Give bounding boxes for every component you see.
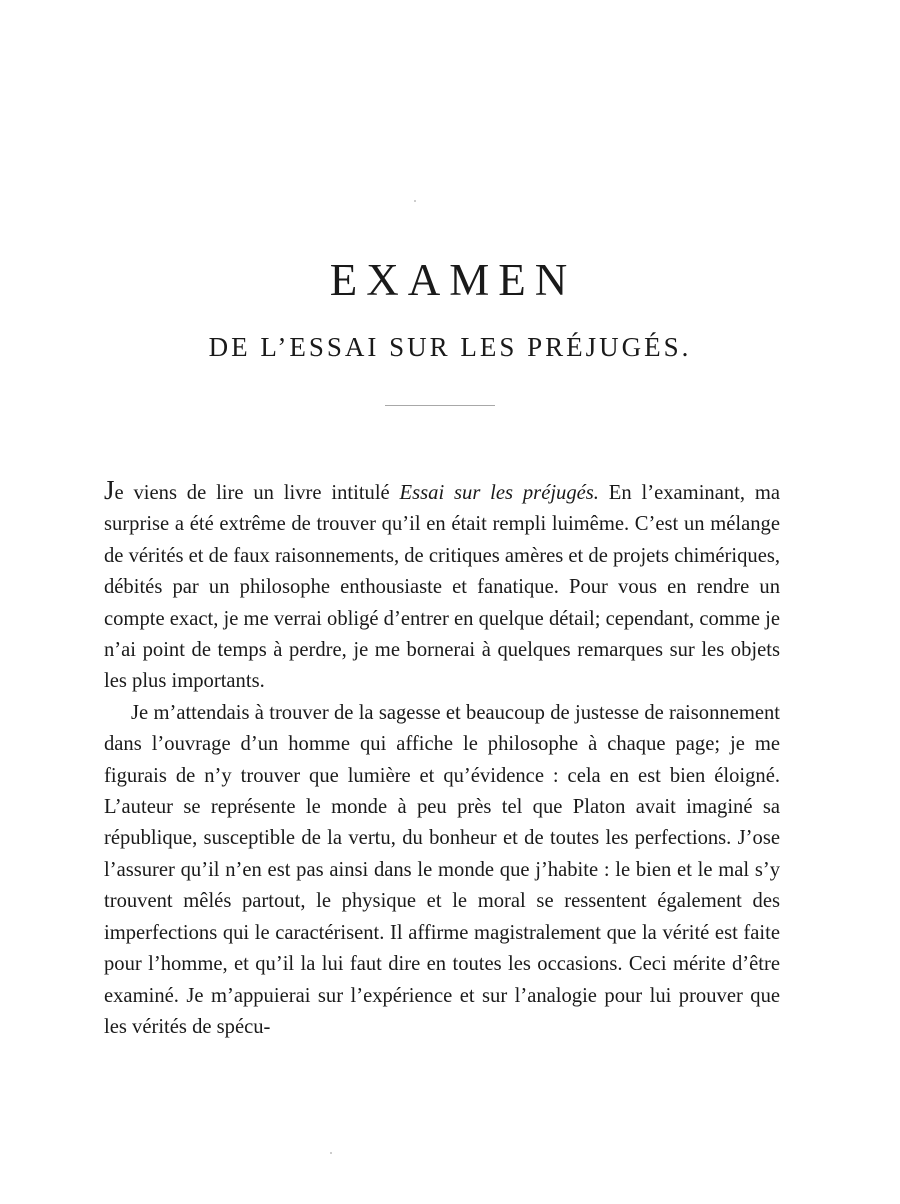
body-text [104, 475, 781, 1043]
section-divider [385, 405, 495, 406]
paragraph-1-intro: e viens de lire un livre intitulé [114, 482, 400, 504]
paper-speck [414, 200, 416, 202]
paragraph-1 [104, 475, 781, 698]
paper-speck [330, 1152, 332, 1154]
paragraph-2: Je m’attendais à trouver de la sagesse et beaucoup de justesse de raisonnement dans l’ouvrage d’un homme qui affiche le philosophe à chaque page; je me figurais de n’y trouver que lumière et qu’évidence : cela en est bien éloigné. L’auteur se représente le monde à peu près tel que Platon avait imaginé sa république, susceptible de la vertu, du bonheur et de toutes les perfections. J’ose l’assurer qu’il n’en est pas ainsi dans le monde que j’habite : le bien et le mal s’y trouvent mêlés partout, le physique et le moral se ressentent également des imperfections qui le caractérisent. Il affirme magistralement que la vérité est faite pour l’homme, et qu’il la lui faut dire en toutes les occasions. Ceci mérite d’être examiné. Je m’appuierai sur l’expérience et sur l’analogie pour lui prouver que les vérités de spécu- [104, 701, 780, 1038]
drop-cap-letter: J [104, 475, 115, 505]
chapter-subtitle: DE L’ESSAI SUR LES PRÉJUGÉS. [208, 332, 692, 362]
chapter-title: EXAMEN [329, 255, 577, 305]
book-title-reference: Essai sur les préjugés. [399, 482, 599, 504]
paragraph-1-rest: En l’examinant, ma surprise a été extrême de trouver qu’il en était rempli luimême. C’est un mélange de vérités et de faux raisonnements, de critiques amères et de projets chimériques, débités par un philosophe enthousiaste et fanatique. Pour vous en rendre un compte exact, je me verrai obligé d’entrer en quelque détail; cependant, comme je n’ai point de temps à perdre, je me bornerai à quelques remarques sur les objets les plus importants. [104, 482, 781, 693]
